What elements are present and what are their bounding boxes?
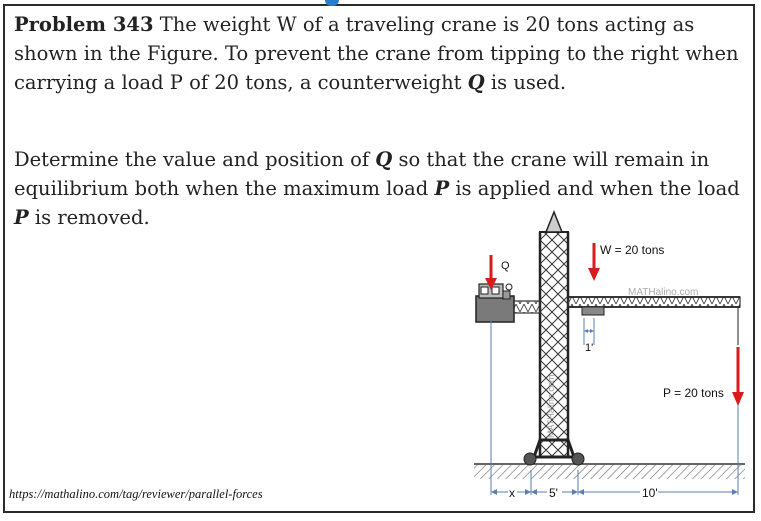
statement-text-1: The weight W of a traveling crane is 20 tons acting as shown in the Figure. To prevent the crane from tipping to the right when carrying a load P of 20 tons, a counterweight: [14, 13, 739, 94]
symbol-p: P: [434, 177, 450, 200]
ground: [474, 464, 745, 479]
label-w: W = 20 tons: [600, 243, 665, 257]
wheel-left: [524, 453, 536, 465]
dim-1: 1': [585, 342, 594, 354]
problem-title: Problem 343: [14, 13, 154, 36]
watermark-boom: MATHalino.com: [628, 287, 699, 298]
counterweight-assembly: [476, 284, 540, 322]
source-url: https://mathalino.com/tag/reviewer/parallel-forces: [9, 487, 263, 501]
symbol-q: Q: [467, 71, 485, 94]
crane-boom: [568, 297, 740, 315]
label-q: Q: [501, 260, 510, 272]
watermark-tower: MATHalino.com: [546, 374, 556, 438]
question-text-1: Determine the value and position of: [14, 148, 376, 171]
dim-5: 5': [549, 486, 558, 500]
wheel-right: [572, 453, 584, 465]
arrow-w: [588, 243, 600, 281]
dim-10: 10': [642, 486, 658, 500]
symbol-p: P: [14, 206, 29, 229]
label-p: P = 20 tons: [663, 386, 724, 400]
arrow-p: [732, 347, 744, 406]
symbol-q: Q: [375, 148, 393, 171]
question-text-3: is applied and when the load: [449, 177, 740, 200]
statement-text-2: is used.: [484, 71, 567, 94]
dim-x: x: [509, 486, 515, 500]
question-text-2: so that the crane will remain in equilibrium both when the maximum load: [14, 148, 710, 200]
question-text-4: is removed.: [28, 206, 150, 229]
